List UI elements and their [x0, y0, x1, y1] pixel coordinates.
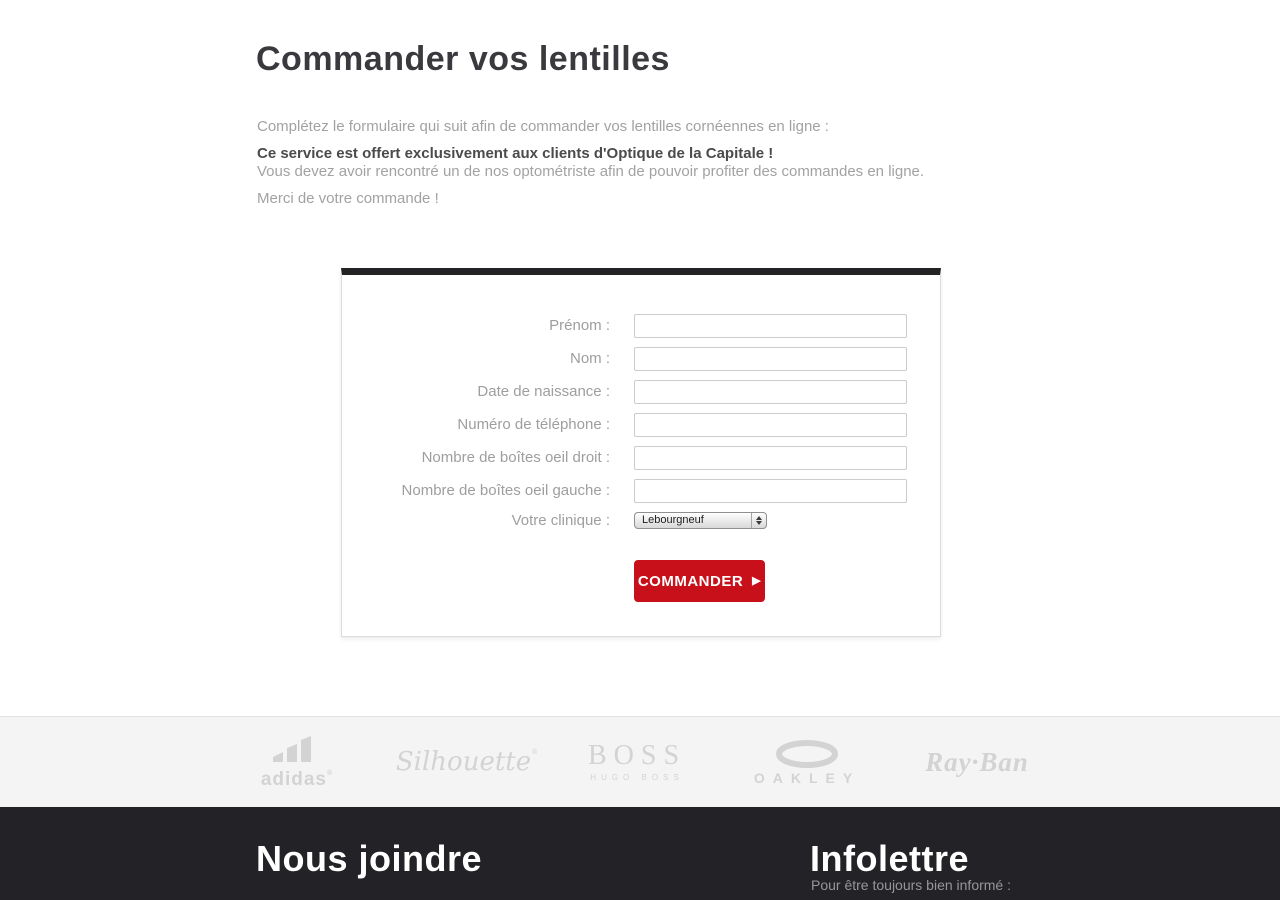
boxes-right-eye-label: Nombre de boîtes oeil droit :	[421, 449, 610, 466]
boxes-left-eye-label: Nombre de boîtes oeil gauche :	[401, 482, 610, 499]
form-row-clinic	[342, 512, 940, 529]
form-row-first-name	[342, 314, 940, 338]
boss-sub-wordmark: HUGO BOSS	[590, 773, 684, 782]
brand-logo-oakley[interactable]	[732, 740, 882, 785]
last-name-label: Nom :	[569, 350, 610, 367]
form-row-boxes-left-eye	[342, 479, 940, 503]
form-rows	[342, 275, 940, 602]
first-name-label: Prénom :	[549, 317, 610, 334]
birthdate-input[interactable]	[634, 380, 907, 404]
brand-logo-boss[interactable]	[562, 742, 712, 782]
boss-wordmark: BOSS	[587, 740, 687, 771]
adidas-wordmark: adidas®	[260, 769, 334, 790]
service-notice-sub: Vous devez avoir rencontré un de nos optométriste afin de pouvoir profiter des commandes en ligne.	[257, 163, 925, 180]
brand-logo-rayban[interactable]	[902, 746, 1052, 777]
commander-button-label: COMMANDER	[637, 572, 744, 590]
form-row-birthdate	[342, 380, 940, 404]
page-title: Commander vos lentilles	[256, 40, 670, 78]
phone-input[interactable]	[634, 413, 907, 437]
brand-row	[222, 717, 1052, 807]
arrow-right-icon: ▶	[752, 574, 762, 587]
oakley-wordmark: OAKLEY	[753, 769, 861, 786]
footer	[0, 807, 1280, 900]
thanks-text: Merci de votre commande !	[257, 190, 439, 207]
phone-label: Numéro de téléphone :	[457, 416, 610, 433]
clinic-select-value: Lebourgneuf	[642, 514, 704, 526]
registered-mark: ®	[327, 770, 334, 777]
brand-band	[0, 716, 1280, 807]
newsletter-subtitle: Pour être toujours bien informé :	[811, 877, 1011, 893]
order-form-panel	[341, 268, 941, 637]
contact-title: Nous joindre	[256, 838, 483, 879]
oakley-ellipse-icon	[774, 740, 840, 768]
select-stepper-icon	[751, 513, 766, 528]
rayban-wordmark: Ray·Ban	[925, 746, 1029, 777]
brand-logo-silhouette[interactable]	[392, 749, 542, 775]
birthdate-label: Date de naissance :	[477, 383, 610, 400]
form-row-boxes-right-eye	[342, 446, 940, 470]
last-name-input[interactable]	[634, 347, 907, 371]
registered-mark: ®	[531, 748, 539, 756]
commander-button[interactable]	[634, 560, 765, 602]
form-row-last-name	[342, 347, 940, 371]
silhouette-wordmark: Silhouette®	[395, 747, 539, 777]
first-name-input[interactable]	[634, 314, 907, 338]
boxes-right-eye-input[interactable]	[634, 446, 907, 470]
service-notice: Ce service est offert exclusivement aux clients d'Optique de la Capitale !	[257, 145, 774, 162]
adidas-stripes-icon	[267, 735, 327, 769]
form-row-phone	[342, 413, 940, 437]
clinic-select[interactable]	[634, 512, 767, 529]
newsletter-title: Infolettre	[810, 838, 970, 879]
boxes-left-eye-input[interactable]	[634, 479, 907, 503]
clinic-label: Votre clinique :	[511, 512, 610, 529]
intro-text: Complétez le formulaire qui suit afin de commander vos lentilles cornéennes en ligne :	[257, 118, 829, 135]
brand-logo-adidas[interactable]	[222, 735, 372, 789]
